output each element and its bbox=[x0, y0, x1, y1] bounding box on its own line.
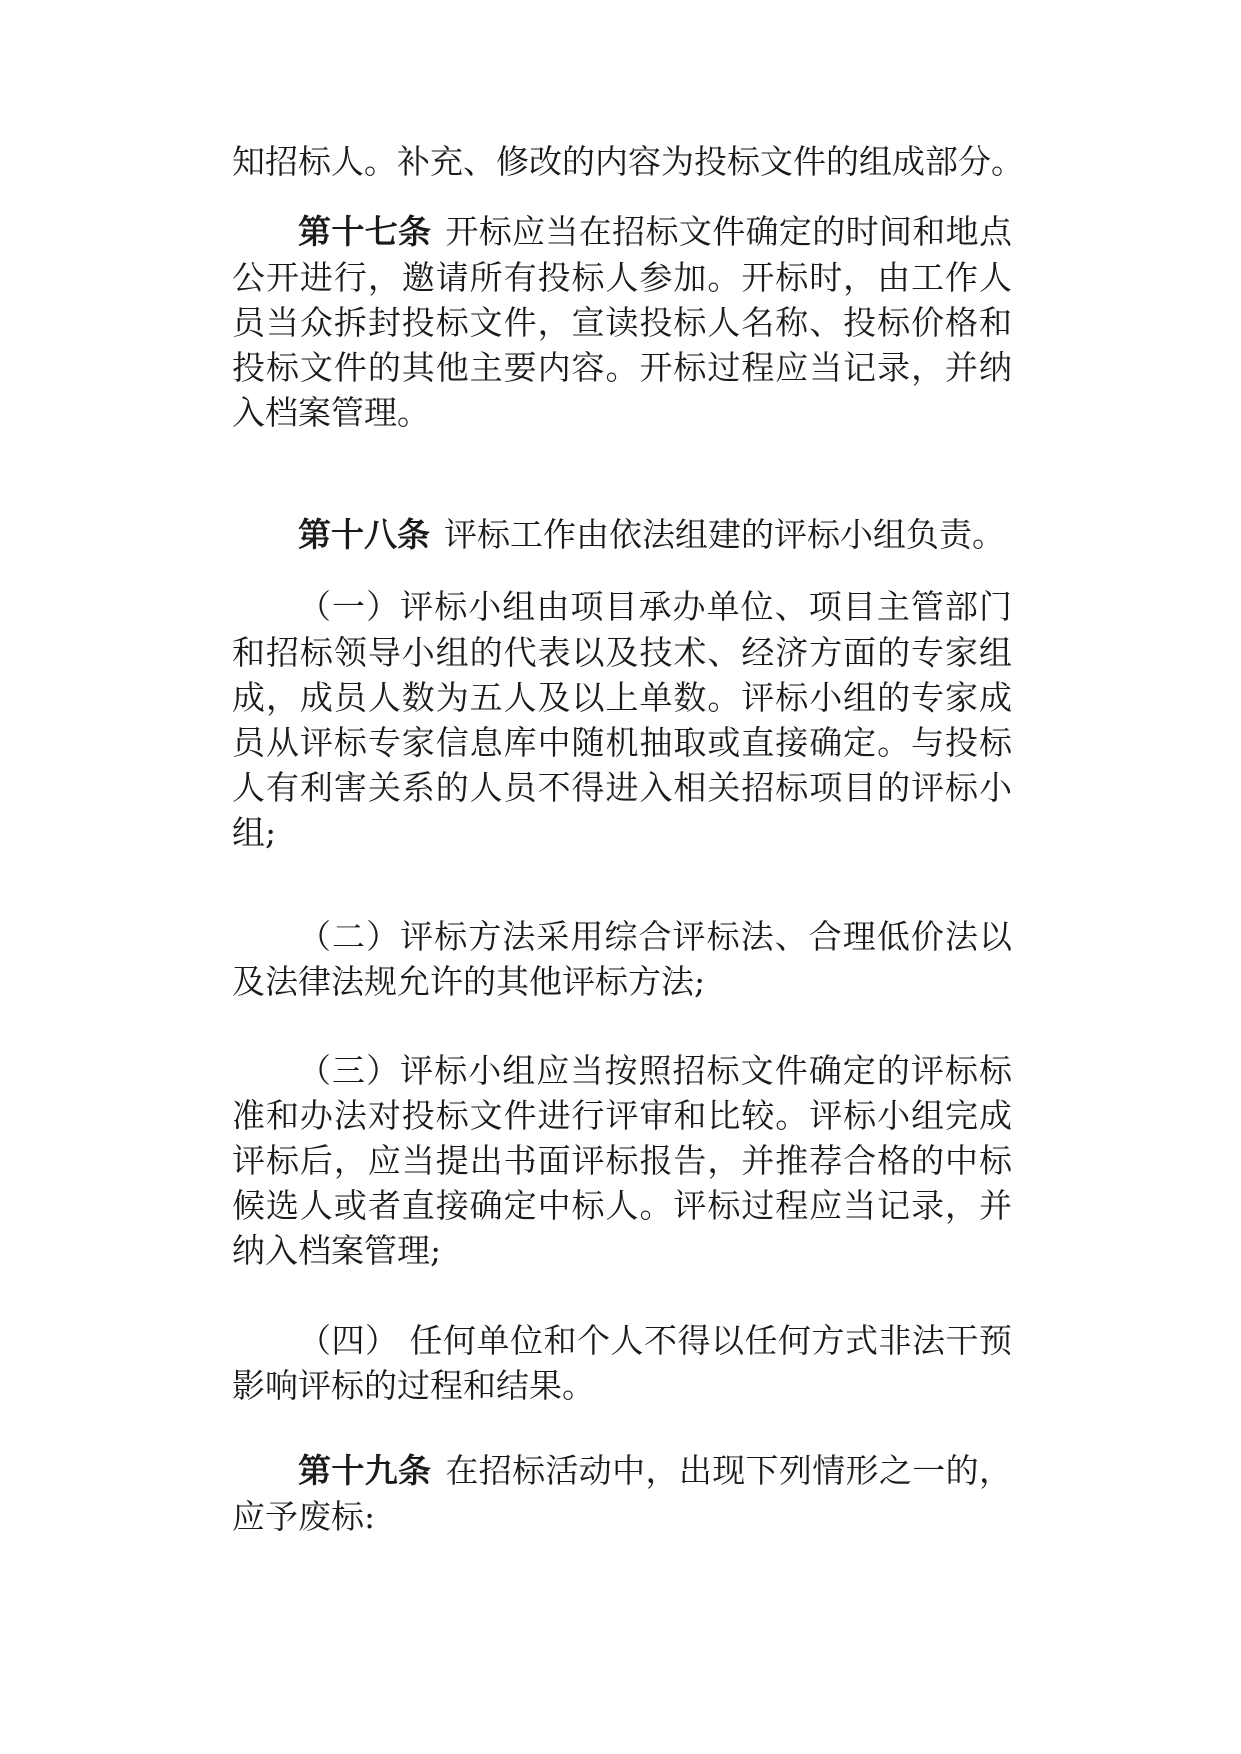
paragraph-line: 知招标人。补充、修改的内容为投标文件的组成部分。 bbox=[232, 142, 1024, 181]
paragraph-line: 及法律法规允许的其他评标方法; bbox=[232, 962, 706, 1001]
paragraph-line: 和招标领导小组的代表以及技术、经济方面的专家组 bbox=[232, 633, 1012, 672]
paragraph-line: 纳入档案管理; bbox=[232, 1231, 442, 1270]
paragraph-line: 员从评标专家信息库中随机抽取或直接确定。与投标 bbox=[232, 723, 1012, 762]
paragraph-line: 评标后，应当提出书面评标报告，并推荐合格的中标 bbox=[232, 1141, 1012, 1180]
paragraph-line: 组; bbox=[232, 813, 277, 852]
paragraph-line: 影响评标的过程和结果。 bbox=[232, 1366, 595, 1405]
article-18-heading-line: 第十八条 评标工作由依法组建的评标小组负责。 bbox=[298, 515, 1005, 554]
article-17-label: 第十七条 bbox=[298, 212, 432, 251]
paragraph-line: 公开进行，邀请所有投标人参加。开标时，由工作人 bbox=[232, 258, 1012, 297]
paragraph-line: 应予废标: bbox=[232, 1497, 376, 1536]
paragraph-line: 候选人或者直接确定中标人。评标过程应当记录，并 bbox=[232, 1186, 1012, 1225]
article-18-label: 第十八条 bbox=[298, 515, 430, 554]
article-17-heading-line: 第十七条 开标应当在招标文件确定的时间和地点 bbox=[298, 212, 1013, 251]
item-1-line: （一）评标小组由项目承办单位、项目主管部门 bbox=[298, 587, 1012, 626]
paragraph-line: 准和办法对投标文件进行评审和比较。评标小组完成 bbox=[232, 1096, 1012, 1135]
paragraph-line: 入档案管理。 bbox=[232, 393, 430, 432]
item-4-line: （四） 任何单位和个人不得以任何方式非法干预 bbox=[298, 1321, 1012, 1360]
paragraph-line: 员当众拆封投标文件，宣读投标人名称、投标价格和 bbox=[232, 303, 1012, 342]
paragraph-line: 投标文件的其他主要内容。开标过程应当记录，并纳 bbox=[232, 348, 1012, 387]
item-3-line: （三）评标小组应当按照招标文件确定的评标标 bbox=[298, 1051, 1012, 1090]
article-19-heading-line: 第十九条 在招标活动中，出现下列情形之一的， bbox=[298, 1451, 1013, 1490]
paragraph-line: 人有利害关系的人员不得进入相关招标项目的评标小 bbox=[232, 768, 1012, 807]
article-19-label: 第十九条 bbox=[298, 1451, 432, 1490]
item-2-line: （二）评标方法采用综合评标法、合理低价法以 bbox=[298, 917, 1012, 956]
paragraph-line: 成，成员人数为五人及以上单数。评标小组的专家成 bbox=[232, 678, 1012, 717]
